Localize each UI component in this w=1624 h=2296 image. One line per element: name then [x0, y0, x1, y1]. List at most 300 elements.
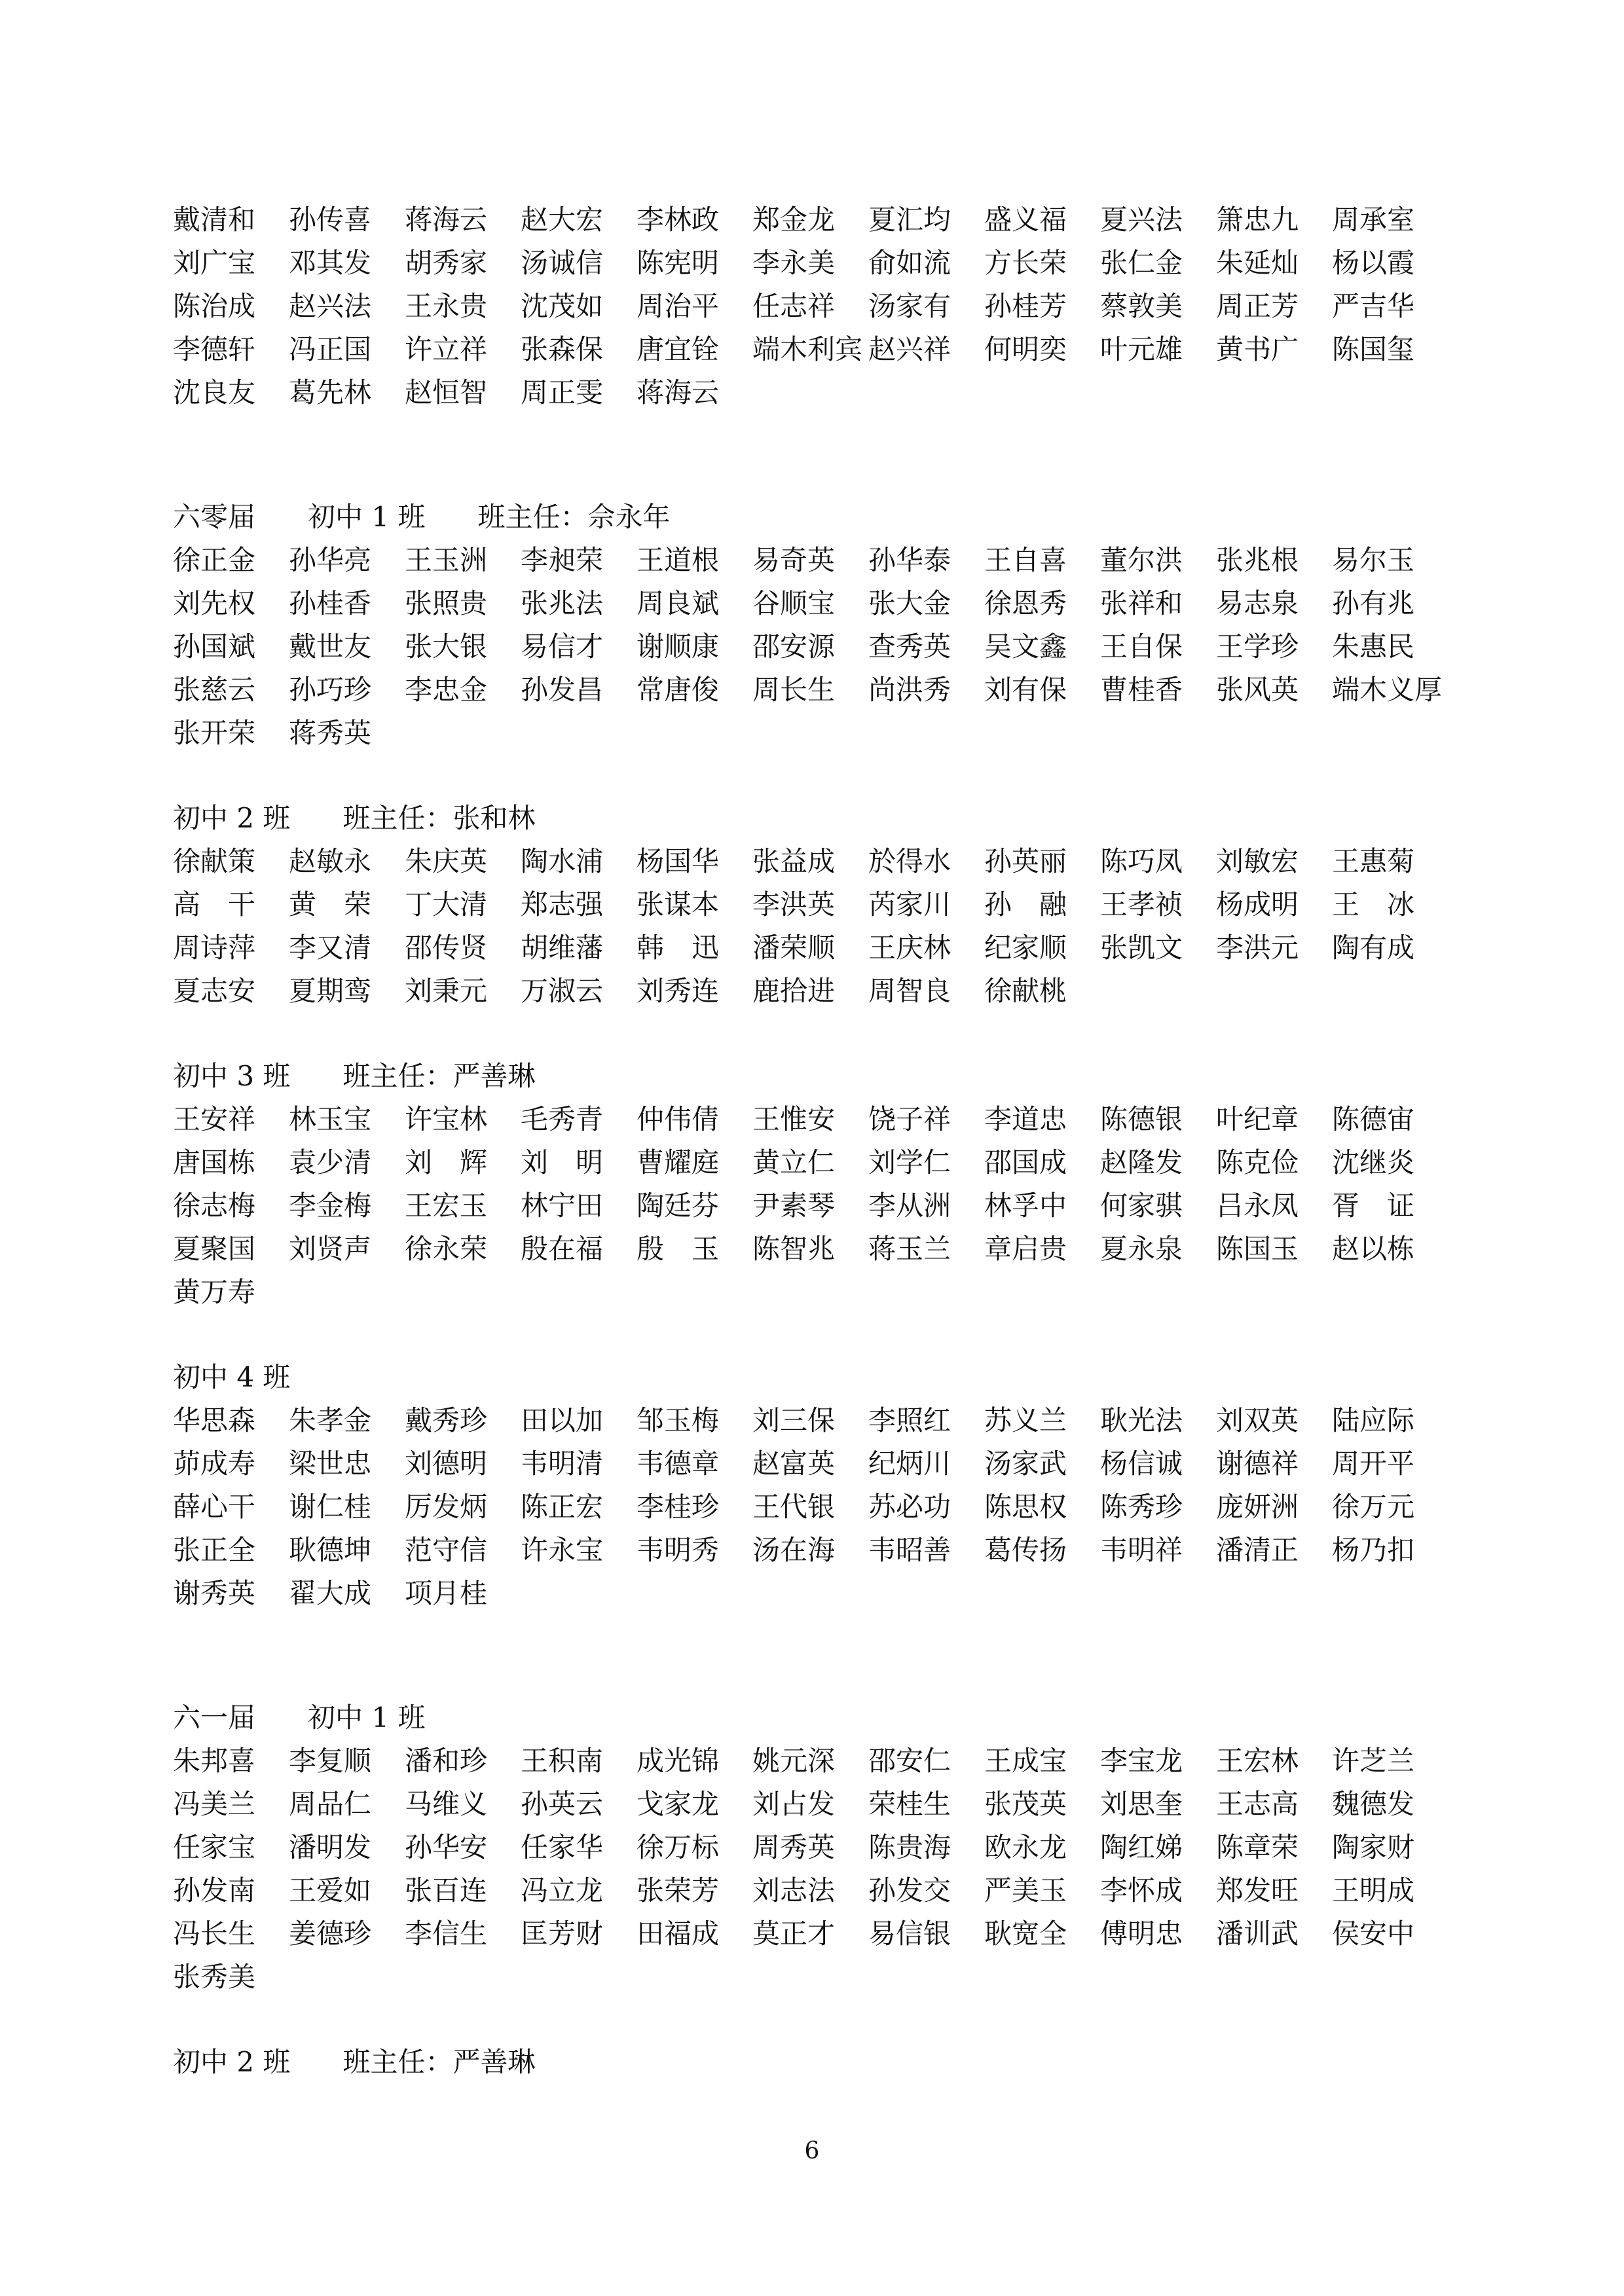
student-name: 李忠金: [405, 674, 488, 706]
student-name: 张兆根: [1216, 544, 1299, 576]
student-name: 董尔洪: [1100, 544, 1183, 576]
student-name: 万淑云: [521, 975, 604, 1007]
student-name: 林玉宝: [289, 1103, 372, 1135]
student-name: 杨乃扣: [1332, 1534, 1415, 1566]
student-name: 刘贤声: [289, 1233, 372, 1265]
student-name: 苏必功: [868, 1491, 951, 1523]
student-name: 刘学仁: [868, 1146, 951, 1178]
student-name: 汤诚信: [521, 247, 604, 279]
student-name: 张大金: [868, 587, 951, 619]
student-name: 赵兴法: [289, 290, 372, 322]
student-name: 苏义兰: [984, 1404, 1067, 1436]
student-name: 徐恩秀: [984, 587, 1067, 619]
student-name: 周诗萍: [173, 932, 256, 964]
class-header-part: 初中 3 班: [173, 1060, 291, 1092]
student-name: 刘秉元: [405, 975, 488, 1007]
student-name: 耿德坤: [289, 1534, 372, 1566]
student-name: 朱庆英: [405, 845, 488, 877]
student-name: 李怀成: [1100, 1874, 1183, 1906]
student-name: 任家宝: [173, 1831, 256, 1863]
student-name: 王自喜: [984, 544, 1067, 576]
student-name: 蒋秀英: [289, 717, 372, 749]
student-name: 张大银: [405, 630, 488, 663]
name-row: [173, 1527, 1483, 1570]
student-name: 朱孝金: [289, 1404, 372, 1436]
name-row: [173, 1738, 1483, 1781]
student-name: 耿光法: [1100, 1404, 1183, 1436]
student-name: 箫忠九: [1216, 204, 1299, 236]
name-row: [173, 1397, 1483, 1440]
student-name: 葛先林: [289, 376, 372, 409]
student-name: 赵兴祥: [868, 333, 951, 365]
name-row: [173, 1226, 1483, 1269]
student-name: 严美玉: [984, 1874, 1067, 1906]
section-gap: [173, 753, 1483, 795]
student-name: 汤在海: [752, 1534, 836, 1566]
student-name: 许永宝: [521, 1534, 604, 1566]
student-name: 孙发交: [868, 1874, 951, 1906]
student-name: 孙桂芳: [984, 290, 1067, 322]
student-name: 陈国玉: [1216, 1233, 1299, 1265]
student-name: 常唐俊: [637, 674, 720, 706]
student-name: 杨以霞: [1332, 247, 1415, 279]
student-name: 孙英丽: [984, 845, 1067, 877]
student-name: 许宝林: [405, 1103, 488, 1135]
student-name: 沈良友: [173, 376, 256, 409]
student-name: 邵传贤: [405, 932, 488, 964]
student-name: 潘清正: [1216, 1534, 1299, 1566]
student-name: 陶廷芬: [637, 1190, 720, 1222]
section-gap: [173, 412, 1483, 494]
name-row: [173, 580, 1483, 623]
student-name: 韩 迅: [637, 932, 720, 964]
student-name: 叶元雄: [1100, 333, 1183, 365]
class-header-part: 初中 4 班: [173, 1361, 291, 1393]
student-name: 谢顺康: [637, 630, 720, 663]
student-name: 李洪英: [752, 888, 836, 920]
student-name: 鹿拾进: [752, 975, 836, 1007]
student-name: 陈克俭: [1216, 1146, 1299, 1178]
student-name: 郑志强: [521, 888, 604, 920]
name-row: [173, 1867, 1483, 1910]
student-name: 汤家有: [868, 290, 951, 322]
student-name: 刘德明: [405, 1448, 488, 1480]
student-name: 陈巧凤: [1100, 845, 1183, 877]
class-header-part: 班主任：佘永年: [477, 501, 671, 533]
student-name: 蒋海云: [637, 376, 720, 409]
student-name: 周正芳: [1216, 290, 1299, 322]
student-name: 邹玉梅: [637, 1404, 720, 1436]
student-name: 徐献策: [173, 845, 256, 877]
student-name: 孙华亮: [289, 544, 372, 576]
student-name: 刘敏宏: [1216, 845, 1299, 877]
student-name: 端木利宾: [752, 333, 863, 365]
student-name: 周承室: [1332, 204, 1415, 236]
student-name: 孙桂香: [289, 587, 372, 619]
student-name: 端木义厚: [1332, 674, 1443, 706]
student-name: 杨国华: [637, 845, 720, 877]
name-row: [173, 1096, 1483, 1139]
student-name: 李德轩: [173, 333, 256, 365]
student-name: 周良斌: [637, 587, 720, 619]
student-name: 荣桂生: [868, 1788, 951, 1820]
student-name: 张百连: [405, 1874, 488, 1906]
student-name: 何家骐: [1100, 1190, 1183, 1222]
class-header-part: 初中 1 班: [308, 501, 426, 533]
name-row: [173, 1910, 1483, 1954]
student-name: 曹桂香: [1100, 674, 1183, 706]
student-name: 王玉洲: [405, 544, 488, 576]
student-name: 沈茂如: [521, 290, 604, 322]
student-name: 曹耀庭: [637, 1146, 720, 1178]
name-row: [173, 666, 1483, 710]
student-name: 陈思权: [984, 1491, 1067, 1523]
student-name: 黄 荣: [289, 888, 372, 920]
student-name: 谢仁桂: [289, 1491, 372, 1523]
student-name: 王道根: [637, 544, 720, 576]
student-name: 张兆法: [521, 587, 604, 619]
student-name: 庞妍洲: [1216, 1491, 1299, 1523]
name-row: [173, 1139, 1483, 1182]
student-name: 孙发南: [173, 1874, 256, 1906]
student-name: 夏志安: [173, 975, 256, 1007]
student-name: 王安祥: [173, 1103, 256, 1135]
student-name: 易信银: [868, 1918, 951, 1950]
student-name: 冯长生: [173, 1918, 256, 1950]
student-name: 谷顺宝: [752, 587, 836, 619]
student-name: 任家华: [521, 1831, 604, 1863]
student-name: 张秀美: [173, 1961, 256, 1993]
student-name: 刘三保: [752, 1404, 836, 1436]
student-name: 厉发炳: [405, 1491, 488, 1523]
name-row: [173, 623, 1483, 666]
student-name: 陶家财: [1332, 1831, 1415, 1863]
student-name: 夏永泉: [1100, 1233, 1183, 1265]
student-name: 刘有保: [984, 674, 1067, 706]
name-row: [173, 1954, 1483, 1997]
class-header: [173, 494, 1483, 537]
student-name: 张风英: [1216, 674, 1299, 706]
class-header-part: 初中 2 班: [173, 2046, 291, 2078]
student-name: 赵大宏: [521, 204, 604, 236]
student-name: 范守信: [405, 1534, 488, 1566]
name-row: [173, 240, 1483, 283]
student-name: 张森保: [521, 333, 604, 365]
student-name: 李宝龙: [1100, 1745, 1183, 1777]
class-header: [173, 1053, 1483, 1096]
student-name: 周治平: [637, 290, 720, 322]
student-name: 潘训武: [1216, 1918, 1299, 1950]
student-name: 周开平: [1332, 1448, 1415, 1480]
student-name: 查秀英: [868, 630, 951, 663]
student-name: 周品仁: [289, 1788, 372, 1820]
student-name: 戈家龙: [637, 1788, 720, 1820]
student-name: 张荣芳: [637, 1874, 720, 1906]
student-name: 傅明忠: [1100, 1918, 1183, 1950]
student-name: 王孝祯: [1100, 888, 1183, 920]
student-name: 陶红娣: [1100, 1831, 1183, 1863]
student-name: 张照贵: [405, 587, 488, 619]
student-name: 陈秀珍: [1100, 1491, 1183, 1523]
student-name: 茆成寿: [173, 1448, 256, 1480]
student-name: 张正全: [173, 1534, 256, 1566]
student-name: 华思森: [173, 1404, 256, 1436]
name-row: [173, 1484, 1483, 1527]
student-name: 王明成: [1332, 1874, 1415, 1906]
student-name: 夏汇均: [868, 204, 951, 236]
student-name: 夏期鸾: [289, 975, 372, 1007]
name-row: [173, 1824, 1483, 1867]
student-name: 李洪元: [1216, 932, 1299, 964]
student-name: 林孚中: [984, 1190, 1067, 1222]
student-name: 徐志梅: [173, 1190, 256, 1222]
student-name: 陈宪明: [637, 247, 720, 279]
student-name: 韦昭善: [868, 1534, 951, 1566]
student-name: 翟大成: [289, 1577, 372, 1609]
student-name: 马维义: [405, 1788, 488, 1820]
student-name: 韦明秀: [637, 1534, 720, 1566]
section-gap: [173, 1312, 1483, 1354]
student-name: 王庆林: [868, 932, 951, 964]
student-name: 李从洲: [868, 1190, 951, 1222]
student-name: 张谋本: [637, 888, 720, 920]
student-name: 何明奕: [984, 333, 1067, 365]
student-name: 王宏玉: [405, 1190, 488, 1222]
student-name: 成光锦: [637, 1745, 720, 1777]
student-name: 张祥和: [1100, 587, 1183, 619]
student-name: 韦德章: [637, 1448, 720, 1480]
student-name: 李金梅: [289, 1190, 372, 1222]
student-name: 张益成: [752, 845, 836, 877]
student-name: 王代银: [752, 1491, 836, 1523]
student-name: 芮家川: [868, 888, 951, 920]
student-name: 蒋海云: [405, 204, 488, 236]
student-name: 周秀英: [752, 1831, 836, 1863]
student-name: 邵国成: [984, 1146, 1067, 1178]
class-header: [173, 795, 1483, 838]
student-name: 徐正金: [173, 544, 256, 576]
student-name: 田以加: [521, 1404, 604, 1436]
class-header-part: 初中 1 班: [308, 1702, 426, 1734]
student-name: 侯安中: [1332, 1918, 1415, 1950]
student-name: 黄万寿: [173, 1276, 256, 1308]
student-name: 吴文鑫: [984, 630, 1067, 663]
student-name: 王惟安: [752, 1103, 836, 1135]
student-name: 田福成: [637, 1918, 720, 1950]
student-name: 王爱如: [289, 1874, 372, 1906]
class-header: [173, 1354, 1483, 1397]
student-name: 蒋玉兰: [868, 1233, 951, 1265]
student-name: 陶水浦: [521, 845, 604, 877]
student-name: 黄书广: [1216, 333, 1299, 365]
student-name: 袁少清: [289, 1146, 372, 1178]
student-name: 戴秀珍: [405, 1404, 488, 1436]
student-name: 李桂珍: [637, 1491, 720, 1523]
name-row: [173, 838, 1483, 881]
student-name: 林宁田: [521, 1190, 604, 1222]
student-name: 姜德珍: [289, 1918, 372, 1950]
student-name: 李复顺: [289, 1745, 372, 1777]
student-name: 周长生: [752, 674, 836, 706]
student-name: 项月桂: [405, 1577, 488, 1609]
student-name: 匡芳财: [521, 1918, 604, 1950]
student-name: 方长荣: [984, 247, 1067, 279]
student-name: 王成宝: [984, 1745, 1067, 1777]
student-name: 王惠菊: [1332, 845, 1415, 877]
name-row: [173, 710, 1483, 753]
student-name: 刘占发: [752, 1788, 836, 1820]
student-name: 刘志法: [752, 1874, 836, 1906]
student-name: 俞如流: [868, 247, 951, 279]
class-header-part: 六零届: [173, 501, 256, 533]
student-name: 毛秀青: [521, 1103, 604, 1135]
student-name: 李昶荣: [521, 544, 604, 576]
name-row: [173, 1182, 1483, 1226]
student-name: 邵安源: [752, 630, 836, 663]
class-header: [173, 2039, 1483, 2082]
name-row: [173, 196, 1483, 240]
student-name: 赵恒智: [405, 376, 488, 409]
student-name: 孙 融: [984, 888, 1067, 920]
student-name: 唐国栋: [173, 1146, 256, 1178]
student-name: 黄立仁: [752, 1146, 836, 1178]
student-name: 许芝兰: [1332, 1745, 1415, 1777]
section-gap: [173, 1613, 1483, 1694]
student-name: 殷 玉: [637, 1233, 720, 1265]
student-name: 徐万标: [637, 1831, 720, 1863]
class-header-part: 班主任：张和林: [342, 802, 536, 834]
student-name: 刘秀连: [637, 975, 720, 1007]
class-header-part: 班主任：严善琳: [342, 2046, 536, 2078]
student-name: 张开荣: [173, 717, 256, 749]
student-name: 周智良: [868, 975, 951, 1007]
student-name: 易奇英: [752, 544, 836, 576]
student-name: 欧永龙: [984, 1831, 1067, 1863]
class-header-part: 六一届: [173, 1702, 256, 1734]
student-name: 易信才: [521, 630, 604, 663]
student-name: 易尔玉: [1332, 544, 1415, 576]
student-name: 王志高: [1216, 1788, 1299, 1820]
class-header-part: 初中 2 班: [173, 802, 291, 834]
student-name: 谢秀英: [173, 1577, 256, 1609]
class-header-part: 班主任：严善琳: [342, 1060, 536, 1092]
student-name: 王积南: [521, 1745, 604, 1777]
student-name: 易志泉: [1216, 587, 1299, 619]
student-name: 陈治成: [173, 290, 256, 322]
student-name: 周正雯: [521, 376, 604, 409]
student-name: 徐献桃: [984, 975, 1067, 1007]
student-name: 戴清和: [173, 204, 256, 236]
student-name: 高 干: [173, 888, 256, 920]
student-name: 陶有成: [1332, 932, 1415, 964]
student-name: 郑金龙: [752, 204, 836, 236]
student-name: 陈国玺: [1332, 333, 1415, 365]
student-name: 谢德祥: [1216, 1448, 1299, 1480]
name-row: [173, 283, 1483, 326]
student-name: 陈章荣: [1216, 1831, 1299, 1863]
student-name: 韦明祥: [1100, 1534, 1183, 1566]
student-name: 朱邦喜: [173, 1745, 256, 1777]
page-number: 6: [804, 2138, 820, 2164]
student-name: 沈继炎: [1332, 1146, 1415, 1178]
student-name: 夏兴法: [1100, 204, 1183, 236]
student-name: 吕永凤: [1216, 1190, 1299, 1222]
student-name: 蔡敦美: [1100, 290, 1183, 322]
student-name: 刘 辉: [405, 1146, 488, 1178]
student-name: 孙国斌: [173, 630, 256, 663]
student-name: 徐永荣: [405, 1233, 488, 1265]
student-name: 胥 证: [1332, 1190, 1415, 1222]
student-name: 杨成明: [1216, 888, 1299, 920]
student-name: 陈贵海: [868, 1831, 951, 1863]
student-name: 孙巧珍: [289, 674, 372, 706]
student-name: 张凯文: [1100, 932, 1183, 964]
student-name: 王宏林: [1216, 1745, 1299, 1777]
student-name: 孙英云: [521, 1788, 604, 1820]
student-name: 纪家顺: [984, 932, 1067, 964]
student-name: 王自保: [1100, 630, 1183, 663]
student-name: 张仁金: [1100, 247, 1183, 279]
student-name: 饶子祥: [868, 1103, 951, 1135]
student-name: 李永美: [752, 247, 836, 279]
student-name: 严吉华: [1332, 290, 1415, 322]
student-name: 李信生: [405, 1918, 488, 1950]
student-name: 陆应际: [1332, 1404, 1415, 1436]
student-name: 朱延灿: [1216, 247, 1299, 279]
student-name: 夏聚国: [173, 1233, 256, 1265]
student-name: 潘明发: [289, 1831, 372, 1863]
student-name: 於得水: [868, 845, 951, 877]
student-name: 朱惠民: [1332, 630, 1415, 663]
student-name: 叶纪章: [1216, 1103, 1299, 1135]
student-name: 冯美兰: [173, 1788, 256, 1820]
student-name: 张茂英: [984, 1788, 1067, 1820]
student-name: 徐万元: [1332, 1491, 1415, 1523]
class-header: [173, 1694, 1483, 1738]
student-name: 梁世忠: [289, 1448, 372, 1480]
student-name: 刘广宝: [173, 247, 256, 279]
name-row: [173, 1440, 1483, 1484]
name-row: [173, 369, 1483, 412]
name-row: [173, 1570, 1483, 1613]
student-name: 陈智兆: [752, 1233, 836, 1265]
student-name: 章启贵: [984, 1233, 1067, 1265]
student-name: 邵安仁: [868, 1745, 951, 1777]
student-name: 胡维藩: [521, 932, 604, 964]
name-row: [173, 326, 1483, 369]
student-name: 潘和珍: [405, 1745, 488, 1777]
student-name: 刘先权: [173, 587, 256, 619]
student-name: 孙华泰: [868, 544, 951, 576]
student-name: 王永贵: [405, 290, 488, 322]
student-name: 盛义福: [984, 204, 1067, 236]
student-name: 韦明清: [521, 1448, 604, 1480]
name-row: [173, 881, 1483, 924]
student-name: 赵以栋: [1332, 1233, 1415, 1265]
student-name: 孙传喜: [289, 204, 372, 236]
student-name: 陈德银: [1100, 1103, 1183, 1135]
student-name: 姚元深: [752, 1745, 836, 1777]
student-name: 潘荣顺: [752, 932, 836, 964]
student-name: 冯立龙: [521, 1874, 604, 1906]
name-row: [173, 1781, 1483, 1824]
student-name: 许立祥: [405, 333, 488, 365]
student-name: 薛心干: [173, 1491, 256, 1523]
name-row: [173, 924, 1483, 968]
section-gap: [173, 1997, 1483, 2039]
student-name: 唐宜铨: [637, 333, 720, 365]
student-name: 邓其发: [289, 247, 372, 279]
